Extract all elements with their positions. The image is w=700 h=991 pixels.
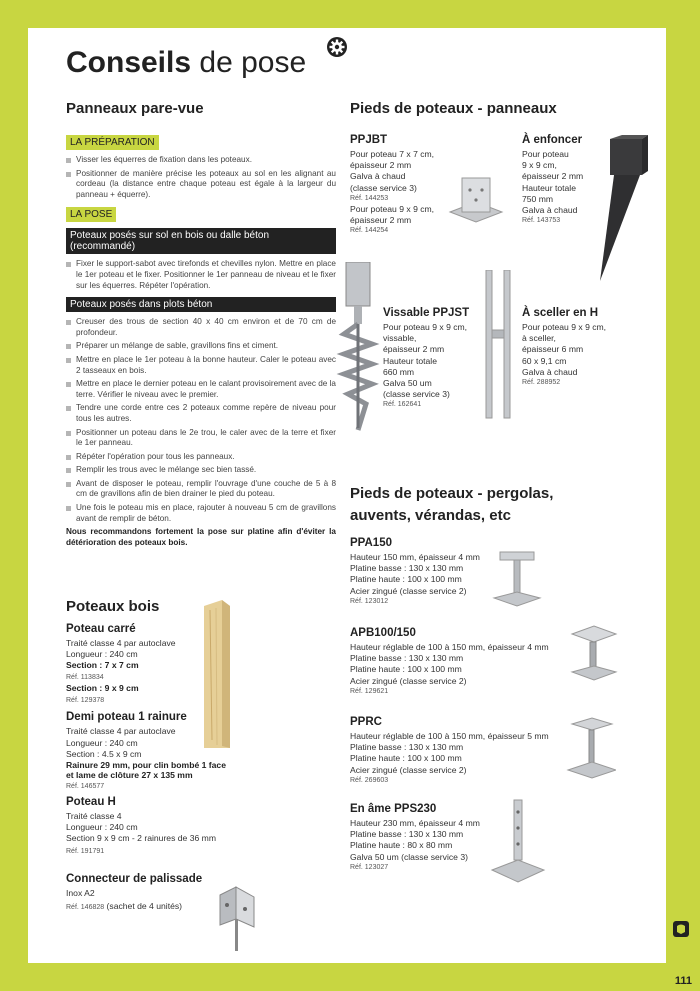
pose-tag: LA POSE [66,207,116,222]
prep-tag: LA PRÉPARATION [66,135,159,150]
section-title-line: Pieds de poteaux - pergolas, [350,485,554,502]
spec-line: Galva 50 um (classe service 3) [350,851,468,862]
list-item: Avant de disposer le poteau, remplir l'ouvrage d'une couche de 5 à 8 cm de gravillons afin de bien drainer le pied du poteau. [66,479,336,500]
ref-number: Réf. 123027 [350,863,389,871]
list-item: Remplir les trous avec le mélange sec bien tassé. [66,465,336,476]
spec-line: Galva à chaud [522,366,578,377]
list-item: Positionner de manière précise les poteaux au sol en les alignant au cordeau (la distance entre chaque poteau est égale à la largeur du panneau + équerre). [66,169,336,201]
ref-number: Réf. 144254 [350,227,389,235]
pps230-image [490,798,546,888]
spec-line: 9 x 9 cm, [522,160,557,171]
poteaux-bois-list [66,623,286,913]
left-column [66,100,336,548]
spec-line: Hauteur réglable de 100 à 150 mm, épaisseur 4 mm [350,642,549,652]
ref-number: Réf. 129378 [66,697,105,705]
spec-line: Acier zingué (classe service 2) [350,764,467,775]
spec-line: Hauteur 230 mm, épaisseur 4 mm [350,818,480,828]
page-title: Conseils de pose [66,46,307,79]
product-apb100 [350,627,590,697]
list-item: Positionner un poteau dans le 2e trou, le caler avec de la terre et fixer le 1er panneau. [66,428,336,449]
spec-line: Pour poteau 9 x 9 cm, [522,322,607,332]
spec-line: Galva à chaud [522,205,578,216]
apb100-image [568,622,618,686]
spec-line: épaisseur 6 mm [522,344,584,355]
product-vissable [383,307,483,410]
spec-line: Acier zingué (classe service 2) [350,585,467,596]
spec-line: Pour poteau [522,149,569,159]
ppjbt-image [448,172,504,224]
spec-line: Platine basse : 130 x 130 mm [350,563,464,574]
bar1-list [66,259,336,291]
section-title-panneaux: Panneaux pare-vue [66,100,204,117]
ppa150-image [492,550,542,610]
spec-line: Section : 9 x 9 cm [66,683,139,694]
prep-list [66,155,336,200]
spec-line: Platine haute : 100 x 100 mm [350,664,462,675]
section-title-line: auvents, vérandas, etc [350,507,511,524]
product-name: PPRC [350,716,382,728]
product-name: PPJBT [350,134,388,146]
ref-number: Réf. 123012 [350,597,389,605]
enfoncer-spike-image [590,135,650,285]
ref-number: Réf. 162641 [383,401,422,409]
spec-line: Hauteur 150 mm, épaisseur 4 mm [350,552,480,562]
spec-line: Pour poteau 7 x 7 cm, [350,149,435,159]
ref-number: Réf. 146577 [66,783,105,791]
spec-line: Platine basse : 130 x 130 mm [350,653,464,664]
spec-line: Acier zingué (classe service 2) [350,675,467,686]
spec-line: Inox A2 [66,887,95,898]
spec-line: Hauteur réglable de 100 à 150 mm, épaisseur 5 mm [350,731,549,741]
spec-line: épaisseur 2 mm [350,215,412,226]
sceller-h-image [480,270,516,420]
footer-logo-icon [672,920,690,938]
spec-line: 60 x 9,1 cm [522,355,567,366]
product-name: Poteau H [66,796,116,809]
list-item: Mettre en place le dernier poteau en le calant provisoirement avec de la terre. Vérifier le niveau avec le premier. [66,379,336,400]
list-item: Creuser des trous de section 40 x 40 cm environ et de 70 cm de profondeur. [66,317,336,338]
product-name: En âme PPS230 [350,803,437,815]
spec-line: 660 mm [383,366,415,377]
spec-line: Section 9 x 9 cm - 2 rainures de 36 mm [66,833,216,844]
ref-number: Réf. 269603 [350,776,389,784]
product-name: Connecteur de palissade [66,872,203,885]
page-number: 111 [674,975,692,987]
product-name: À enfoncer [522,134,583,146]
spec-line: Traité classe 4 par autoclave [66,638,176,648]
ref-number: Réf. 146828 (sachet de 4 unités) [66,900,183,911]
spec-line: Rainure 29 mm, pour clin bombé 1 face [66,760,226,771]
spec-line: Traité classe 4 [66,811,122,822]
list-item: Répéter l'opération pour tous les panneaux. [66,452,336,463]
section-title-poteaux-bois: Poteaux bois [66,598,160,615]
list-item: Préparer un mélange de sable, gravillons fins et ciment. [66,341,336,352]
spec-line: Longueur : 240 cm [66,737,138,748]
spec-line: Section : 4.5 x 9 cm [66,748,142,759]
spec-line: Hauteur totale [522,182,576,193]
product-name: Vissable PPJST [383,307,470,319]
section-title-pieds: Pieds de poteaux - panneaux [350,100,557,117]
spec-line: (classe service 3) [350,182,417,193]
product-name: APB100/150 [350,627,416,639]
list-item: Fixer le support-sabot avec tirefonds et chevilles nylon. Mettre en place le 1er poteau et le fixer. Positionner le 1er panneau de niveau et le fixer sur les équerres. Répéter l'opération. [66,259,336,291]
spec-line: Platine basse : 130 x 130 mm [350,742,464,753]
bar2-list [66,317,336,524]
section-bar: Poteaux posés dans plots béton [66,297,336,312]
spec-line: Pour poteau 9 x 9 cm, [350,203,435,214]
spec-line: Galva 50 um [383,378,432,389]
ref-number: Réf. 143753 [522,217,561,225]
ref-number: Réf. 113834 [66,674,104,682]
ref-number: Réf. 144253 [350,194,389,202]
gear-icon [326,36,348,58]
spec-line: épaisseur 2 mm [383,344,445,355]
list-item: Mettre en place le 1er poteau à la bonne hauteur. Caler le poteau avec 2 tasseaux en bois. [66,355,336,376]
spec-line: Longueur : 240 cm [66,822,138,833]
spec-line: Pour poteau 9 x 9 cm, [383,322,468,332]
spec-line: Galva à chaud [350,171,406,182]
product-name: À sceller en H [522,307,599,319]
spec-line: épaisseur 2 mm [522,171,584,182]
spec-line: Platine haute : 100 x 100 mm [350,574,462,585]
spec-line: Platine haute : 100 x 100 mm [350,753,462,764]
list-item: Une fois le poteau mis en place, rajouter à nouveau 5 cm de gravillons avant de remplir de béton. [66,503,336,524]
pprc-image [566,716,616,782]
ref-number: Réf. 191791 [66,847,105,855]
section-title-pergolas [350,485,553,524]
product-name: Poteau carré [66,623,136,635]
spec-line: vissable, [383,333,417,344]
spec-line: épaisseur 2 mm [350,160,412,171]
spec-line: à sceller, [522,333,556,344]
wood-post-image [200,600,232,750]
section-bar: Poteaux posés sur sol en bois ou dalle béton (recommandé) [66,228,336,254]
product-pprc [350,716,590,786]
recommend-note: Nous recommandons fortement la pose sur platine afin d'éviter la détérioration des poteaux bois. [66,527,336,547]
spec-line: Section : 7 x 7 cm [66,660,139,671]
spec-line: Longueur : 240 cm [66,649,138,660]
spec-line: (classe service 3) [383,389,450,400]
list-item: Tendre une corde entre ces 2 poteaux comme repère de niveau pour tous les autres. [66,403,336,424]
product-sceller [522,307,632,388]
product-name: Demi poteau 1 rainure [66,711,187,724]
spec-line: Traité classe 4 par autoclave [66,726,176,737]
product-name: PPA150 [350,537,392,549]
ref-number: Réf. 129621 [350,687,389,695]
spec-line: Platine basse : 130 x 130 mm [350,829,464,840]
spec-line: et lame de clôture 27 x 135 mm [66,770,193,781]
ref-number: Réf. 288952 [522,379,561,387]
connector-image [216,885,258,955]
vissable-spike-image [336,262,380,432]
spec-line: 750 mm [522,193,554,204]
spec-line: Platine haute : 80 x 80 mm [350,840,453,851]
spec-line: Hauteur totale [383,355,437,366]
list-item: Visser les équerres de fixation dans les poteaux. [66,155,336,166]
